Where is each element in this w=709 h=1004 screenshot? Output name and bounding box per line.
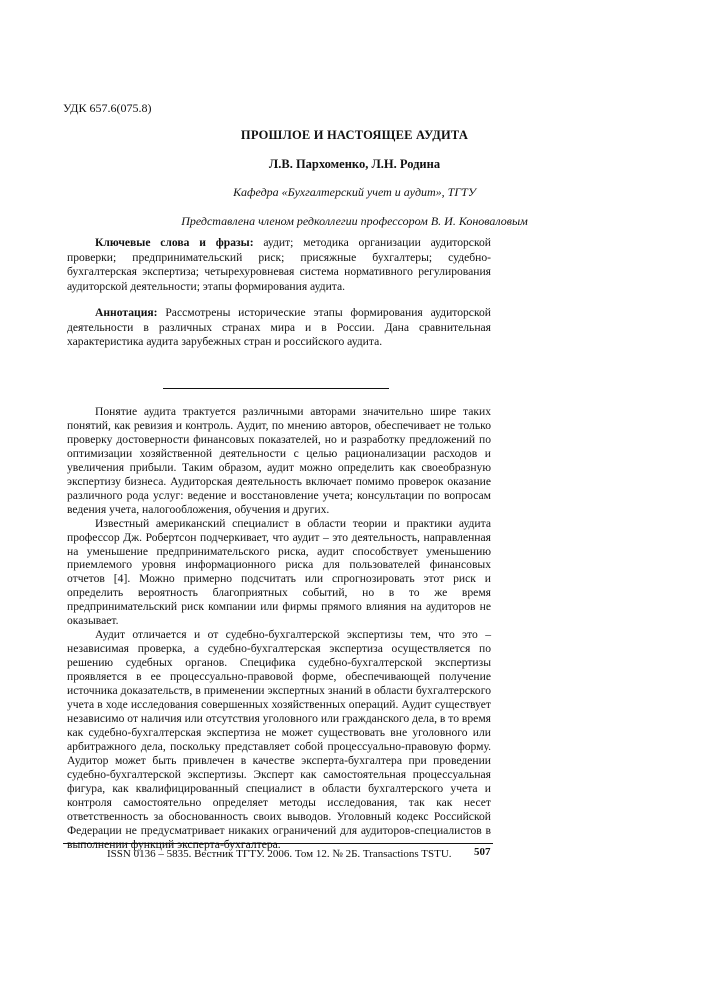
- journal-footer: ISSN 0136 – 5835. Вестник ТГТУ. 2006. Том 12. № 2Б. Transactions TSTU.: [107, 848, 452, 860]
- article-title: ПРОШЛОЕ И НАСТОЯЩЕЕ АУДИТА: [240, 128, 469, 142]
- presented-by: Представлена членом редколлегии профессором В. И. Коноваловым: [181, 214, 528, 228]
- footer-divider: [63, 843, 493, 844]
- abstract-label: Аннотация:: [95, 306, 158, 319]
- keywords-paragraph: [67, 236, 491, 294]
- body-paragraph: Аудит отличается и от судебно-бухгалтерской экспертизы тем, что это – независимая проверка, а судебно-бухгалтерская экспертиза осуществляется по решению судебных органов. Специфика судебно-бухгалтерской экспертизы проявляется в ее процессуально-правовой форме, обеспечивающей получение источника доказательств, в применении экспертных знаний в области бухгалтерского учета в ходе исследования совершенных хозяйственных операций. Аудит существует независимо от наличия или отсутствия уголовного или гражданского дела, в то время как судебно-бухгалтерская экспертиза не может существовать вне уголовного или арбитражного дела, поскольку представляет собой процессуально-правовую форму. Аудитор может быть привлечен в качестве эксперта-бухгалтера при проведении судебно-бухгалтерской экспертизы. Эксперт как самостоятельная процессуальная фигура, как квалифицированный специалист в области бухгалтерского учета и контроля самостоятельно определяет методы исследования, так как несет ответственность за обоснованность своих выводов. Уголовный кодекс Российской Федерации не предусматривает никаких ограничений для аудиторов-специалистов в выполнении функций эксперта-бухгалтера.: [67, 628, 491, 851]
- abstract-paragraph: [67, 306, 491, 350]
- page-number: 507: [474, 846, 491, 858]
- keywords-label: Ключевые слова и фразы:: [95, 236, 254, 249]
- body-paragraph: Известный американский специалист в области теории и практики аудита профессор Дж. Робертсон подчеркивает, что аудит – это деятельность, направленная на уменьшение предпринимательского риска, аудит способствует уменьшению приемлемого уровня информационного риска для пользователей финансовых отчетов [4]. Можно примерно подсчитать или спрогнозировать этот риск и определить вероятность благоприятных событий, но в то же время предпринимательский риск компании или фирмы прямого влияния на аудиторов не оказывает.: [67, 516, 491, 628]
- keywords-text: аудит; методика организации аудиторской проверки; предпринимательский риск; присяжные бухгалтеры; судебно-бухгалтерская экспертиза; четырехуровневая система нормативного регулирования аудиторской деятельности; этапы формирования аудита.: [67, 236, 491, 293]
- section-divider: [163, 388, 389, 389]
- affiliation: Кафедра «Бухгалтерский учет и аудит», ТГТУ: [233, 185, 476, 199]
- abstract-text: Рассмотрены исторические этапы формирования аудиторской деятельности в различных странах мира и в России. Дана сравнительная характеристика аудита зарубежных стран и российского аудита.: [67, 306, 491, 349]
- udk-code: УДК 657.6(075.8): [63, 101, 152, 115]
- authors: Л.В. Пархоменко, Л.Н. Родина: [268, 157, 441, 171]
- body-paragraph: Понятие аудита трактуется различными авторами значительно шире таких понятий, как ревизия и контроль. Аудит, по мнению авторов, обеспечивает не только проверку достоверности финансовых показателей, но и разработку предложений по оптимизации хозяйственной деятельности с целью рационализации расходов и увеличения прибыли. Таким образом, аудит можно определить как своеобразную экспертизу бизнеса. Аудиторская деятельность включает помимо проверок оказание различного рода услуг: ведение и восстановление учета; консультации по вопросам ведения учета, налогообложения, обучения и других.: [67, 405, 491, 516]
- article-body: [67, 405, 491, 852]
